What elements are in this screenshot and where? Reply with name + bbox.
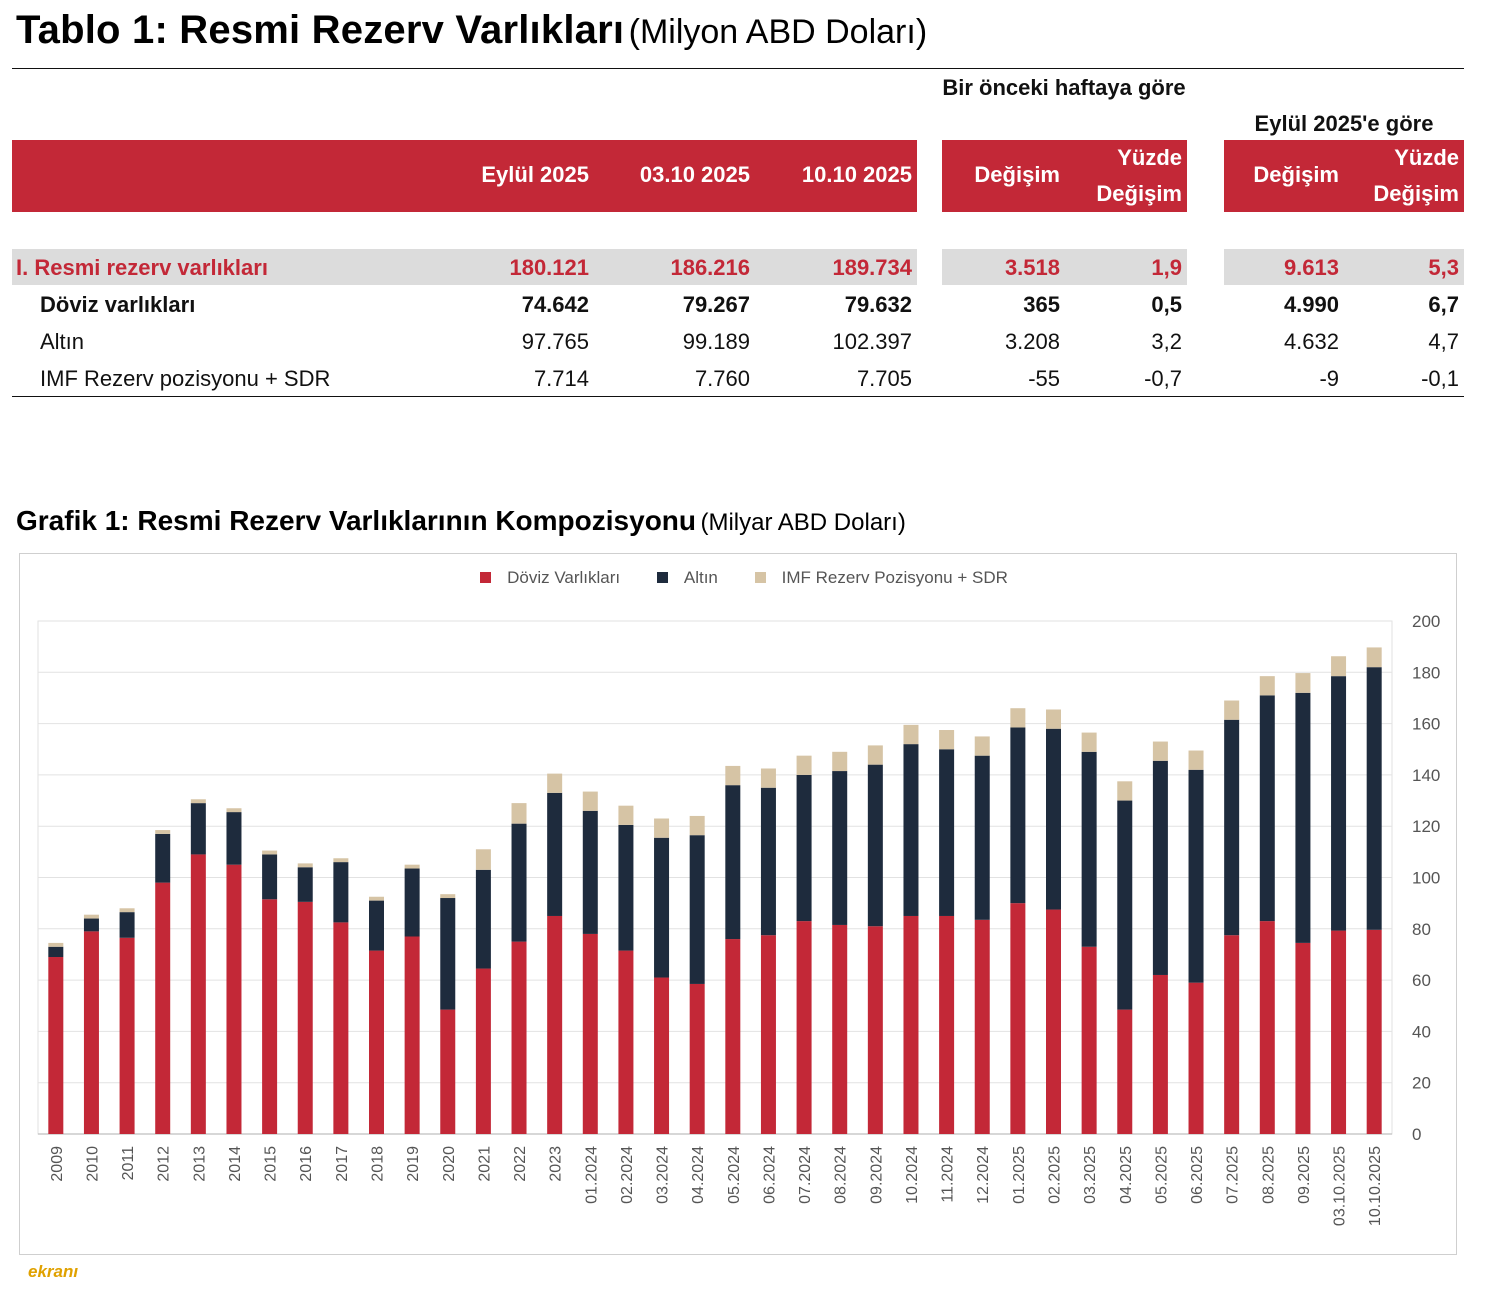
- cell-w-change: 3.518: [1004, 255, 1060, 280]
- row-label: Döviz varlıkları: [40, 292, 196, 317]
- y-tick-label: 40: [1412, 1022, 1431, 1042]
- x-tick-label: 2018: [369, 1146, 387, 1182]
- cell-w-pct: 1,9: [1151, 255, 1182, 280]
- bar-altin: [1117, 801, 1132, 1010]
- bar-doviz: [191, 854, 206, 1134]
- x-tick-label: 01.2024: [583, 1146, 601, 1204]
- bar-doviz: [48, 957, 63, 1134]
- chart-title-unit: (Milyar ABD Doları): [700, 509, 906, 536]
- bar-altin: [797, 775, 812, 921]
- bar-doviz: [1153, 975, 1168, 1134]
- x-tick-label: 04.2024: [690, 1146, 708, 1204]
- bar-imf: [1010, 708, 1025, 727]
- bar-doviz: [618, 951, 633, 1134]
- bar-doviz: [583, 934, 598, 1134]
- bar-doviz: [120, 938, 135, 1134]
- bar-altin: [333, 862, 348, 922]
- cell-w-pct: 0,5: [1151, 292, 1182, 317]
- bar-doviz: [405, 936, 420, 1134]
- cell-m-change: 4.990: [1283, 292, 1339, 317]
- bar-doviz: [369, 951, 384, 1134]
- row-label: Altın: [40, 329, 85, 354]
- x-tick-label: 2022: [512, 1146, 530, 1182]
- col-header-03-10-2025: 03.10 2025: [639, 162, 750, 187]
- bar-altin: [1367, 667, 1382, 930]
- table-title-unit: (Milyon ABD Doları): [628, 13, 928, 51]
- cell-c1: 7.714: [533, 366, 589, 391]
- y-tick-label: 140: [1412, 765, 1441, 785]
- bar-doviz: [725, 939, 740, 1134]
- x-tick-label: 03.10.2025: [1331, 1146, 1349, 1227]
- bar-altin: [1295, 693, 1310, 943]
- y-tick-label: 120: [1412, 817, 1441, 837]
- bar-doviz: [1224, 935, 1239, 1134]
- bar-doviz: [155, 883, 170, 1134]
- bar-imf: [84, 915, 99, 919]
- cell-w-change: -55: [1028, 366, 1060, 391]
- bar-imf: [262, 851, 277, 855]
- bar-imf: [226, 808, 241, 812]
- bar-doviz: [797, 921, 812, 1134]
- bar-imf: [1189, 751, 1204, 770]
- x-tick-label: 2015: [262, 1146, 280, 1182]
- bar-imf: [333, 858, 348, 862]
- bar-imf: [903, 725, 918, 744]
- x-tick-label: 2023: [547, 1146, 565, 1182]
- bar-altin: [975, 756, 990, 920]
- bar-doviz: [333, 922, 348, 1134]
- x-tick-label: 2009: [48, 1146, 66, 1182]
- x-tick-label: 03.2025: [1082, 1146, 1100, 1204]
- bar-imf: [583, 792, 598, 811]
- bar-doviz: [1189, 983, 1204, 1134]
- x-tick-label: 06.2025: [1189, 1146, 1207, 1204]
- cell-m-change: -9: [1319, 366, 1339, 391]
- bar-altin: [832, 771, 847, 925]
- bar-doviz: [1046, 910, 1061, 1134]
- bar-altin: [725, 785, 740, 939]
- bar-doviz: [262, 899, 277, 1134]
- bar-imf: [191, 799, 206, 803]
- cell-c2: 186.216: [670, 255, 750, 280]
- bar-imf: [654, 819, 669, 838]
- x-tick-label: 2013: [191, 1146, 209, 1182]
- bar-doviz: [476, 969, 491, 1134]
- bar-altin: [405, 869, 420, 937]
- x-tick-label: 07.2024: [797, 1146, 815, 1204]
- bar-altin: [939, 749, 954, 916]
- col-header-10-10-2025: 10.10 2025: [801, 162, 912, 187]
- cell-w-pct: -0,7: [1144, 366, 1182, 391]
- bar-altin: [1153, 761, 1168, 975]
- x-tick-label: 09.2024: [868, 1146, 886, 1204]
- y-tick-label: 20: [1412, 1073, 1431, 1093]
- bar-imf: [832, 752, 847, 771]
- bar-altin: [1260, 695, 1275, 921]
- bar-imf: [440, 894, 455, 898]
- bar-altin: [226, 812, 241, 865]
- bar-altin: [618, 825, 633, 951]
- cell-c1: 180.121: [509, 255, 589, 280]
- bar-doviz: [654, 978, 669, 1134]
- bar-imf: [1331, 656, 1346, 676]
- bar-imf: [405, 865, 420, 869]
- bar-doviz: [1367, 930, 1382, 1134]
- x-tick-label: 06.2024: [761, 1146, 779, 1204]
- bar-altin: [191, 803, 206, 854]
- bar-doviz: [298, 902, 313, 1134]
- chart-title-main: Grafik 1: Resmi Rezerv Varlıklarının Kompozisyonu: [16, 505, 696, 536]
- cell-c3: 7.705: [856, 366, 912, 391]
- bar-altin: [120, 912, 135, 938]
- x-tick-label: 2021: [476, 1146, 494, 1182]
- bar-doviz: [440, 1010, 455, 1134]
- x-tick-label: 2016: [298, 1146, 316, 1182]
- bar-altin: [654, 838, 669, 978]
- cell-w-change: 365: [1023, 292, 1060, 317]
- group-header-monthly: Eylül 2025'e göre: [1254, 111, 1434, 136]
- bar-doviz: [84, 931, 99, 1134]
- logo-text: ekranı: [28, 1262, 79, 1281]
- bar-doviz: [975, 920, 990, 1134]
- row-label: I. Resmi rezerv varlıkları: [16, 255, 268, 280]
- bar-imf: [797, 756, 812, 775]
- bar-imf: [690, 816, 705, 835]
- x-tick-label: 12.2024: [975, 1146, 993, 1204]
- x-tick-label: 2011: [120, 1146, 138, 1181]
- bar-doviz: [1260, 921, 1275, 1134]
- x-tick-label: 09.2025: [1295, 1146, 1313, 1204]
- x-tick-label: 10.2024: [903, 1146, 921, 1204]
- bar-imf: [1224, 701, 1239, 720]
- x-tick-label: 2020: [440, 1146, 458, 1182]
- x-tick-label: 05.2024: [725, 1146, 743, 1204]
- bar-altin: [903, 744, 918, 916]
- cell-m-change: 4.632: [1283, 329, 1339, 354]
- x-tick-label: 05.2025: [1153, 1146, 1171, 1204]
- bar-doviz: [1331, 931, 1346, 1134]
- bar-altin: [690, 835, 705, 984]
- cell-c3: 189.734: [832, 255, 912, 280]
- bar-imf: [939, 730, 954, 749]
- x-tick-label: 02.2024: [618, 1146, 636, 1204]
- y-tick-label: 80: [1412, 919, 1431, 939]
- row-label: IMF Rezerv pozisyonu + SDR: [40, 366, 331, 391]
- y-tick-label: 0: [1412, 1125, 1422, 1144]
- cell-m-pct: 5,3: [1428, 255, 1459, 280]
- cell-m-pct: 6,7: [1428, 292, 1459, 317]
- x-tick-label: 08.2025: [1260, 1146, 1278, 1204]
- y-tick-label: 180: [1412, 663, 1441, 683]
- bar-doviz: [832, 925, 847, 1134]
- bar-imf: [1367, 647, 1382, 667]
- bar-altin: [476, 870, 491, 969]
- bar-imf: [1117, 781, 1132, 800]
- cell-m-pct: 4,7: [1428, 329, 1459, 354]
- bar-imf: [618, 806, 633, 825]
- bar-altin: [868, 765, 883, 927]
- cell-c1: 97.765: [521, 329, 589, 354]
- y-tick-label: 100: [1412, 868, 1441, 888]
- cell-c1: 74.642: [521, 292, 589, 317]
- x-tick-label: 04.2025: [1117, 1146, 1135, 1204]
- bar-altin: [547, 793, 562, 916]
- x-tick-label: 08.2024: [832, 1146, 850, 1204]
- legend-label-doviz: Döviz Varlıkları: [507, 568, 621, 587]
- bar-doviz: [1082, 947, 1097, 1134]
- x-tick-label: 2017: [333, 1146, 351, 1182]
- x-tick-label: 2019: [405, 1146, 423, 1182]
- y-tick-label: 200: [1412, 612, 1441, 631]
- col-header-monthly-change: Değişim: [1253, 162, 1339, 187]
- cell-m-change: 9.613: [1283, 255, 1339, 280]
- bar-imf: [1153, 742, 1168, 761]
- bar-imf: [761, 768, 776, 787]
- bar-imf: [547, 774, 562, 793]
- cell-c2: 79.267: [682, 292, 750, 317]
- bar-altin: [1082, 752, 1097, 947]
- bar-doviz: [1117, 1010, 1132, 1134]
- cell-c3: 102.397: [832, 329, 912, 354]
- table-title-main: Tablo 1: Resmi Rezerv Varlıkları: [16, 8, 625, 52]
- bar-doviz: [690, 984, 705, 1134]
- bar-altin: [1046, 729, 1061, 910]
- bar-imf: [975, 736, 990, 755]
- bar-altin: [262, 854, 277, 899]
- bar-imf: [868, 745, 883, 764]
- legend-label-altin: Altın: [683, 568, 718, 587]
- bar-doviz: [868, 926, 883, 1134]
- bar-imf: [155, 830, 170, 834]
- bar-imf: [1260, 676, 1275, 695]
- bar-imf: [298, 863, 313, 867]
- x-tick-label: 2012: [155, 1146, 173, 1182]
- col-header-weekly-pct: Yüzde Değişim: [1096, 145, 1182, 206]
- bar-imf: [48, 943, 63, 947]
- bar-doviz: [512, 942, 527, 1134]
- bar-altin: [1189, 770, 1204, 983]
- cell-w-pct: 3,2: [1151, 329, 1182, 354]
- x-tick-label: 03.2024: [654, 1146, 672, 1204]
- bar-imf: [1046, 709, 1061, 728]
- bar-imf: [512, 803, 527, 824]
- bar-altin: [155, 834, 170, 883]
- group-header-weekly: Bir önceki haftaya göre: [942, 75, 1186, 100]
- bar-altin: [761, 788, 776, 935]
- bar-altin: [1010, 727, 1025, 903]
- x-tick-label: 01.2025: [1010, 1146, 1028, 1204]
- bar-altin: [48, 947, 63, 957]
- cell-w-change: 3.208: [1004, 329, 1060, 354]
- legend-label-imf: IMF Rezerv Pozisyonu + SDR: [781, 568, 1008, 587]
- x-tick-label: 2014: [226, 1146, 244, 1182]
- col-header-monthly-pct: Yüzde Değişim: [1373, 145, 1459, 206]
- bar-imf: [1295, 673, 1310, 693]
- bar-altin: [84, 919, 99, 932]
- cell-c2: 99.189: [682, 329, 750, 354]
- bar-doviz: [939, 916, 954, 1134]
- bar-altin: [583, 811, 598, 934]
- bar-altin: [1331, 676, 1346, 930]
- bar-doviz: [903, 916, 918, 1134]
- ekrani-logo: [28, 1262, 78, 1282]
- cell-m-pct: -0,1: [1421, 366, 1459, 391]
- bar-doviz: [1010, 903, 1025, 1134]
- bar-altin: [1224, 720, 1239, 935]
- bar-imf: [120, 908, 135, 912]
- bar-altin: [369, 901, 384, 951]
- bar-altin: [298, 867, 313, 902]
- x-tick-label: 2010: [84, 1146, 102, 1182]
- bar-doviz: [547, 916, 562, 1134]
- bar-doviz: [1295, 943, 1310, 1134]
- bar-imf: [1082, 733, 1097, 752]
- bar-altin: [512, 824, 527, 942]
- col-header-eylul-2025: Eylül 2025: [481, 162, 589, 187]
- x-tick-label: 11.2024: [939, 1146, 957, 1203]
- bar-doviz: [226, 865, 241, 1134]
- x-tick-label: 10.10.2025: [1367, 1146, 1385, 1227]
- cell-c3: 79.632: [844, 292, 912, 317]
- bar-imf: [369, 897, 384, 901]
- bar-altin: [440, 898, 455, 1010]
- bar-doviz: [761, 935, 776, 1134]
- y-tick-label: 160: [1412, 714, 1441, 734]
- x-tick-label: 07.2025: [1224, 1146, 1242, 1204]
- cell-c2: 7.760: [694, 366, 750, 391]
- x-tick-label: 02.2025: [1046, 1146, 1064, 1204]
- bar-imf: [725, 766, 740, 785]
- col-header-weekly-change: Değişim: [974, 162, 1060, 187]
- y-tick-label: 60: [1412, 971, 1431, 991]
- bar-imf: [476, 849, 491, 870]
